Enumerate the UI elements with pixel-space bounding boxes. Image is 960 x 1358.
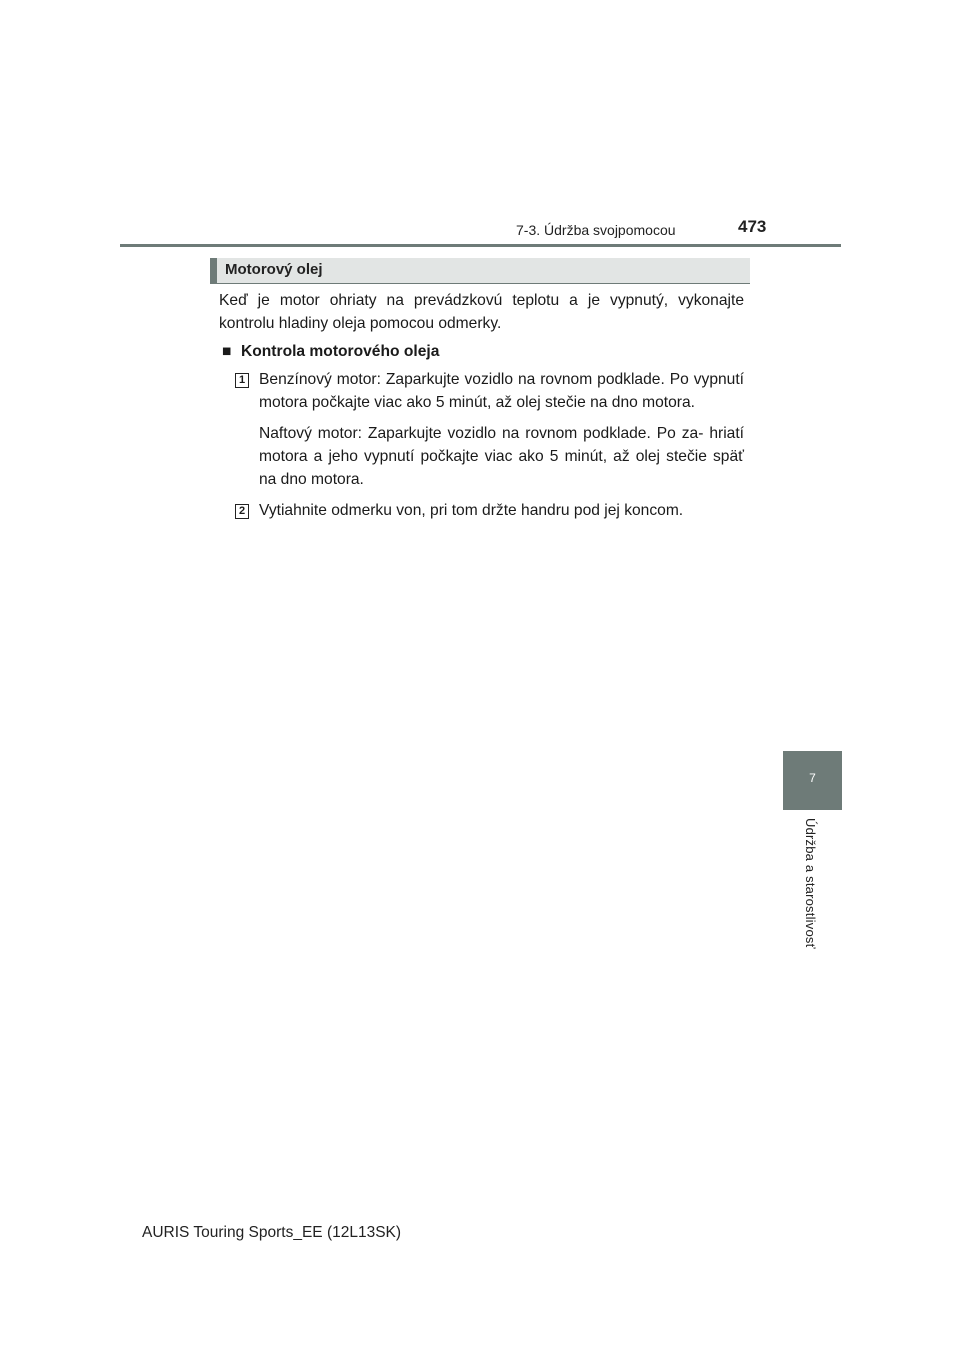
step-1	[219, 368, 744, 491]
running-header-section: 7-3. Údržba svojpomocou	[516, 222, 676, 238]
intro-paragraph: Keď je motor ohriaty na prevádzkovú teplotu a je vypnutý, vykonajte kontrolu hladiny oleja pomocou odmerky.	[219, 292, 744, 332]
chapter-tab	[783, 751, 842, 810]
subheading-text: Kontrola motorového oleja	[241, 343, 440, 360]
step-number-badge: 2	[235, 504, 249, 519]
header-divider	[120, 244, 841, 247]
chapter-side-label: Údržba a starostlivosť	[803, 818, 818, 949]
step-1-paragraph-1: Benzínový motor: Zaparkujte vozidlo na rovnom podklade. Po vypnutí motora počkajte viac ako 5 minút, až olej stečie na dno motora.	[259, 371, 744, 411]
step-2-paragraph-1: Vytiahnite odmerku von, pri tom držte handru pod jej koncom.	[259, 502, 684, 519]
step-2	[219, 499, 744, 522]
page-number: 473	[738, 217, 767, 236]
section-content	[219, 289, 744, 530]
chapter-tab-number: 7	[809, 771, 816, 785]
step-number-badge: 1	[235, 373, 249, 388]
section-title: Motorový olej	[225, 261, 323, 278]
footer-model-code: AURIS Touring Sports_EE (12L13SK)	[142, 1224, 402, 1241]
subheading	[219, 340, 744, 363]
square-bullet-icon: ■	[222, 343, 232, 360]
section-header	[210, 258, 750, 284]
step-1-paragraph-2: Naftový motor: Zaparkujte vozidlo na rovnom podklade. Po za- hriatí motora a jeho vypnutí počkajte viac ako 5 minút, až olej stečie späť na dno motora.	[259, 425, 744, 488]
